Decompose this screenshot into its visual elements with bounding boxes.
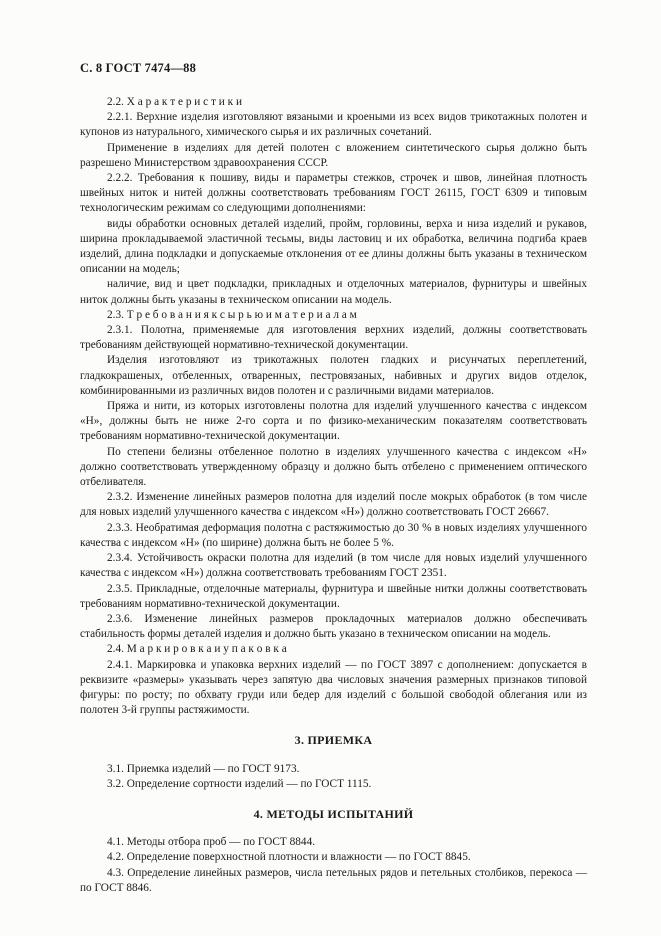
paragraph: Изделия изготовляют из трикотажных полотен гладких и рисунчатых переплетений, гладкокрашеных, отбеленных, отваренных, пестровязаных, набивных и других видов отделок, комбинированными из различных видов полотен и с различными видами материалов. [80, 354, 587, 397]
paragraph: 2.2.2. Требования к пошиву, виды и параметры стежков, строчек и швов, линейная плотность швейных ниток и нитей должны соответствовать требованиям ГОСТ 26115, ГОСТ 6309 и типовым технологическим режимам со следующими дополнениями: [80, 172, 587, 215]
list-item: 3.1. Приемка изделий — по ГОСТ 9173. [107, 762, 300, 775]
paragraph: 2.3.5. Прикладные, отделочные материалы, фурнитура и швейные нитки должны соответствовать требованиям нормативно-технической документации. [80, 582, 587, 610]
document-body [80, 95, 587, 896]
paragraph: 2.3.2. Изменение линейных размеров полотна для изделий после мокрых обработок (в том числе для новых изделий улучшенного качества с индексом «Н») должно соответствовать ГОСТ 26667. [80, 491, 587, 519]
list-item: 3.2. Определение сортности изделий — по ГОСТ 1115. [107, 777, 372, 790]
paragraph: 2.3.4. Устойчивость окраски полотна для изделий (в том числе для новых изделий улучшенного качества с индексом «Н») должна соответствовать требованиям ГОСТ 2351. [80, 552, 587, 580]
section-title-test-methods: 4. МЕТОДЫ ИСПЫТАНИЙ [253, 806, 414, 821]
paragraph: Пряжа и нити, из которых изготовлены полотна для изделий улучшенного качества с индексом «Н», должны быть не ниже 2-го сорта и по физико-механическим показателям соответствовать требованиям нормативно-технической документации. [80, 400, 587, 443]
subsection-heading: 2.2. Х а р а к т е р и с т и к и [107, 96, 242, 108]
list-item: 4.3. Определение линейных размеров, числа петельных рядов и петельных столбиков, перекоса — по ГОСТ 8846. [80, 866, 587, 894]
paragraph: 2.4.1. Маркировка и упаковка верхних изделий — по ГОСТ 3897 с дополнением: допускается в реквизите «размеры» указывать через запятую два числовых значения размерных признаков типовой фигуры: по росту; по обхвату груди или бедер для изделий с большой свободой облегания или из полотен 3-й группы растяжимости. [80, 658, 587, 717]
paragraph: виды обработки основных деталей изделий, пройм, горловины, верха и низа изделий и рукавов, ширина прокладываемой эластичной тесьмы, виды ластовиц и их обработка, величина подгиба краев изделий, длина подкладки и допускаемые отклонения от ее длины должны быть указаны в техническом описании на модель; [80, 217, 587, 276]
paragraph: 2.3.6. Изменение линейных размеров прокладочных материалов должно обеспечивать стабильность формы деталей изделия и должно быть указано в техническом описании на модель. [80, 612, 587, 641]
paragraph: наличие, вид и цвет подкладки, прикладных и отделочных материалов, фурнитуры и швейных ниток должны быть указаны в техническом описании на модель. [80, 278, 587, 306]
paragraph: 2.2.1. Верхние изделия изготовляют вязаными и кроеными из всех видов трикотажных полотен и купонов из натурального, химического сырья и их различных сочетаний. [80, 111, 587, 139]
list-item: 4.2. Определение поверхностной плотности и влажности — по ГОСТ 8845. [107, 851, 471, 864]
section-title-acceptance: 3. ПРИЕМКА [294, 733, 373, 748]
list-item: 4.1. Методы отбора проб — по ГОСТ 8844. [107, 836, 316, 849]
paragraph: 2.3.1. Полотна, применяемые для изготовления верхних изделий, должны соответствовать требованиям действующей нормативно-технической документации. [80, 324, 587, 352]
paragraph: 2.3.3. Необратимая деформация полотна с растяжимостью до 30 % в новых изделиях улучшенного качества с индексом «Н» (по ширине) должна быть не более 5 %. [80, 521, 587, 549]
subsection-heading: 2.3. Т р е б о в а н и я к с ы р ь ю и м а т е р и а л а м [107, 308, 357, 321]
paragraph: Применение в изделиях для детей полотен с вложением синтетического сырья должно быть разрешено Министерством здравоохранения СССР. [80, 141, 587, 169]
paragraph: По степени белизны отбеленное полотно в изделиях улучшенного качества с индексом «Н» должно соответствовать утвержденному образцу и должно быть отбелено с применением оптического отбеливателя. [80, 445, 587, 489]
subsection-heading: 2.4. М а р к и р о в к а и у п а к о в к а [107, 643, 287, 656]
page-header: С. 8 ГОСТ 7474—88 [80, 61, 197, 75]
